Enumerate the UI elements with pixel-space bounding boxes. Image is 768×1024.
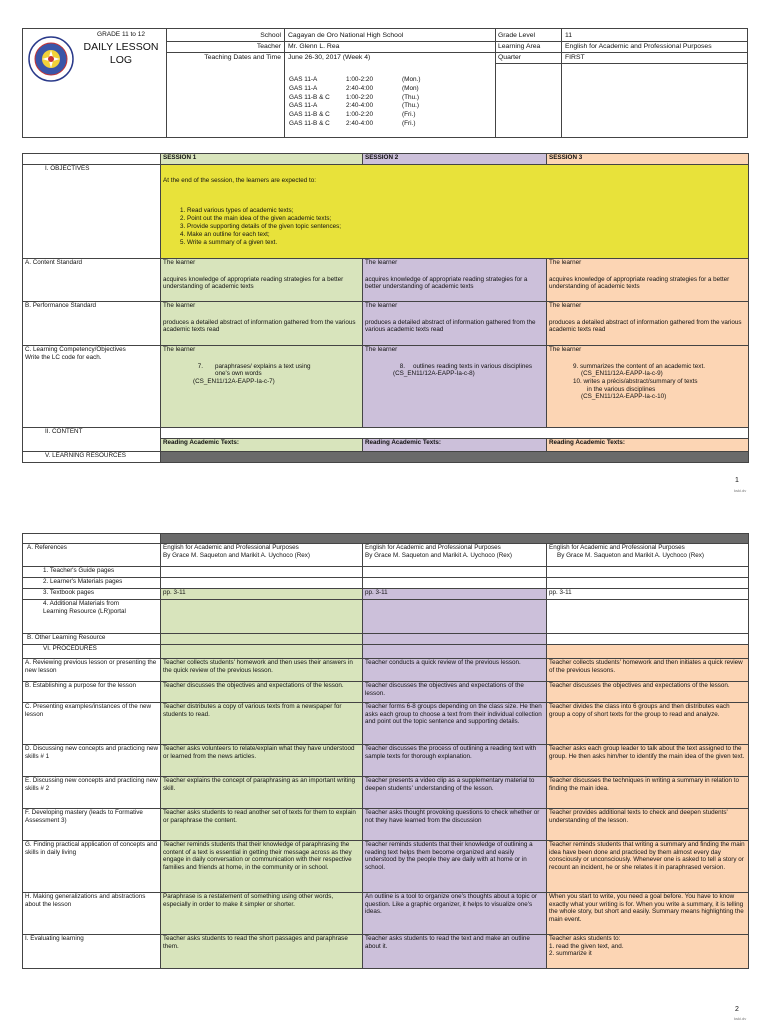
schedule-row: GAS 11-A 1:00-2:20 (Mon.) [289,76,421,83]
ref-s3: English for Academic and Professional Purposes By Grace M. Saqueton and Marikit A. Uychoco (Rex) [547,544,749,567]
lc-label: C. Learning Competency/Objectives Write the LC code for each. [23,346,161,428]
procedures-label: VI. PROCEDURES [23,645,161,659]
blank-cell [23,534,161,544]
row-i-label: I. Evaluating learning [23,935,161,969]
lc-s2: The learner 8. outlines reading texts in various disciplines (CS_EN11/12A-EAPP-Ia-c-8) [363,346,547,428]
row-c-s1: Teacher distributes a copy of various texts from a newspaper for students to read. [161,703,363,745]
row-a-s3: Teacher collects students' homework and then initiates a quick review of the previous lessons. [547,659,749,682]
other-label: B. Other Learning Resource [23,634,161,645]
tb-s2: pp. 3-11 [363,589,547,600]
objectives-list [163,207,746,247]
lc-s3: The learner 9. summarizes the content of an academic text. (CS_EN11/12A-EAPP-Ia-c-9) 10. writes a précis/abstract/summary of texts in the various disciplines (CS_EN11/12A-EAPP-Ia-c-10) [547,346,749,428]
content-s1: Reading Academic Texts: [161,439,363,452]
row-e-s1: Teacher explains the concept of paraphrasing as an important writing skill. [161,777,363,809]
lm-s2 [363,578,547,589]
school-label: School [260,32,281,39]
row-g-s3: Teacher reminds students that writing a summary and finding the main idea have been done and practiced by them almost every day consciously or unconsciously. Whenever one is asked to tell a story or recount an incident, he or she relates it in paraphrased version. [547,841,749,893]
resources-bar [161,452,749,463]
deped-seal-icon [28,36,74,82]
perf-std-s2: The learner produces a detailed abstract of information gathered from the various academic texts read [363,302,547,346]
school-value: Cagayan de Oro National High School [288,32,404,39]
schedule-row: GAS 11-B & C 1:00-2:20 (Fri.) [289,111,416,118]
row-b-s2: Teacher discusses the objectives and expectations of the lesson. [363,682,547,703]
content-std-s3: The learner acquires knowledge of appropriate reading strategies for a better understanding of academic texts [547,259,749,302]
row-i-s2: Teacher asks students to read the text and make an outline about it. [363,935,547,969]
page-footer-2: kski.dv [734,1016,747,1021]
row-g-label: G. Finding practical application of concepts and skills in daily living [23,841,161,893]
session3-header: SESSION 3 [547,154,749,165]
session2-header: SESSION 2 [363,154,547,165]
objective-item: 3. Provide supporting details of the given topic sentences; [187,223,746,231]
tg-label: 1. Teacher's Guide pages [23,567,161,578]
teacher-label: Teacher [256,43,281,50]
row-b-s3: Teacher discusses the objectives and expectations of the lesson. [547,682,749,703]
perf-std-label: B. Performance Standard [23,302,161,346]
objective-item: 4. Make an outline for each text; [187,231,746,239]
lm-s1 [161,578,363,589]
row-c-label: C. Presenting examples/instances of the new lesson [23,703,161,745]
content-std-s1: The learner acquires knowledge of appropriate reading strategies for a better understanding of academic texts [161,259,363,302]
am-label: 4. Additional Materials from Learning Resource (LR)portal [23,600,161,634]
am-s3 [547,600,749,634]
learning-area-value: English for Academic and Professional Purposes [565,43,712,50]
row-d-label: D. Discussing new concepts and practicing new skills # 1 [23,745,161,777]
references-label: A. References [23,544,161,567]
row-c-s2: Teacher forms 6-8 groups depending on the class size. He then asks each group to choose a text from their individual collection and point out the topic sentence and supporting details. [363,703,547,745]
row-c-s3: Teacher divides the class into 6 groups and then distributes each group a copy of short texts for the group to read and analyze. [547,703,749,745]
page1-table [22,153,749,463]
row-b-s1: Teacher discusses the objectives and expectations of the lesson. [161,682,363,703]
learning-area-label: Learning Area [498,43,541,50]
schedule-row: GAS 11-B & C 2:40-4:00 (Fri.) [289,119,416,127]
schedule-list [289,76,420,129]
row-g-s2: Teacher reminds students that their knowledge of outlining a reading text helps them become organized and easily understood by the people they are daily with at home or in school. [363,841,547,893]
row-a-label: A. Reviewing previous lesson or presenting the new lesson [23,659,161,682]
page2-table [22,533,749,969]
row-e-s3: Teacher discusses the techniques in writing a summary in relation to finding the main idea. [547,777,749,809]
dates-value: June 26-30, 2017 (Week 4) [288,54,371,61]
page-footer-1: kski.dv [734,488,747,493]
tg-s2 [363,567,547,578]
objectives-intro: At the end of the session, the learners are expected to: [163,177,316,184]
other-s3 [547,634,749,645]
other-s1 [161,634,363,645]
row-e-s2: Teacher presents a video clip as a supplementary material to deepen students' understanding of the lesson. [363,777,547,809]
row-f-s2: Teacher asks thought provoking questions to check whether or not they have learned from the discussion [363,809,547,841]
perf-std-s1: The learner produces a detailed abstract of information gathered from the various academic texts read [161,302,363,346]
row-b-label: B. Establishing a purpose for the lesson [23,682,161,703]
objectives-label: I. OBJECTIVES [23,165,161,259]
top-bar [161,534,749,544]
grade-range: GRADE 11 to 12 [97,31,145,38]
row-e-label: E. Discussing new concepts and practicing new skills # 2 [23,777,161,809]
row-d-s3: Teacher asks each group leader to talk about the text assigned to the group. He then asks him/her to identify the main idea of the given text. [547,745,749,777]
proc-s2 [363,645,547,659]
proc-s3 [547,645,749,659]
row-g-s1: Teacher reminds students that their knowledge of paraphrasing the content of a text is essential in getting their message across as they engage in daily conversation or communication with their respective families and friends at home, in the community or in school. [161,841,363,893]
content-blank [161,428,749,439]
row-f-s1: Teacher asks students to read another set of texts for them to explain or paraphrase the content. [161,809,363,841]
title-line-1: DAILY LESSON [83,41,159,53]
lm-s3 [547,578,749,589]
row-d-s1: Teacher asks volunteers to relate/explain what they have understood or learned from the news articles. [161,745,363,777]
page-number-1: 1 [735,477,739,484]
teacher-value: Mr. Glenn L. Rea [288,43,340,50]
page-title [80,41,162,67]
blank-cell [23,154,161,165]
quarter-value: FIRST [565,54,585,61]
row-h-s3: When you start to write, you need a goal before. You have to know exactly what your writing is for. When you write a summary, it is telling the whole story, but short and easily. Summary means highlighting the main event. [547,893,749,935]
ref-s2: English for Academic and Professional Purposes By Grace M. Saqueton and Marikit A. Uychoco (Rex) [363,544,547,567]
am-s2 [363,600,547,634]
content-s2: Reading Academic Texts: [363,439,547,452]
objective-item: 1. Read various types of academic texts; [187,207,746,215]
schedule-row: GAS 11-A 2:40-4:00 (Mon) [289,84,419,92]
row-a-s1: Teacher collects students' homework and then uses their answers in the quick review of the previous lesson. [161,659,363,682]
dates-label: Teaching Dates and Time [204,54,281,61]
title-line-2: LOG [109,54,133,66]
tg-s1 [161,567,363,578]
row-f-s3: Teacher provides additional texts to check and deepen students' understanding of the lesson. [547,809,749,841]
am-s1 [161,600,363,634]
session1-header: SESSION 1 [161,154,363,165]
row-i-s3: Teacher asks students to: 1. read the given text, and. 2. summarize it [547,935,749,969]
quarter-label: Quarter [498,54,522,61]
tb-label: 3. Textbook pages [23,589,161,600]
row-h-s1: Paraphrase is a restatement of something using other words, especially in order to make it simpler or shorter. [161,893,363,935]
content-std-s2: The learner acquires knowledge of appropriate reading strategies for a better understanding of academic texts [363,259,547,302]
page-number-2: 2 [735,1006,739,1013]
row-h-s2: An outline is a tool to organize one's thoughts about a topic or question. Like a graphic organizer, it helps to visualize one's ideas. [363,893,547,935]
proc-s1 [161,645,363,659]
ref-s1: English for Academic and Professional Purposes By Grace M. Saqueton and Marikit A. Uychoco (Rex) [161,544,363,567]
row-f-label: F. Developing mastery (leads to Formative Assessment 3) [23,809,161,841]
grade-level-label: Grade Level [498,32,536,39]
schedule-row: GAS 11-A 2:40-4:00 (Thu.) [289,102,420,110]
resources-label: V. LEARNING RESOURCES [23,452,161,463]
other-s2 [363,634,547,645]
row-d-s2: Teacher discusses the process of outlining a reading text with sample texts for thorough explanation. [363,745,547,777]
objective-item: 2. Point out the main idea of the given academic texts; [187,215,746,223]
row-h-label: H. Making generalizations and abstractions about the lesson [23,893,161,935]
content-std-label: A. Content Standard [23,259,161,302]
tg-s3 [547,567,749,578]
content-label: II. CONTENT [23,428,161,452]
schedule-row: GAS 11-B & C 1:00-2:20 (Thu.) [289,93,420,101]
tb-s1: pp. 3-11 [161,589,363,600]
objectives-cell [161,165,749,259]
perf-std-s3: The learner produces a detailed abstract of information gathered from the various academic texts read [547,302,749,346]
content-s3: Reading Academic Texts: [547,439,749,452]
lm-label: 2. Learner's Materials pages [23,578,161,589]
objective-item: 5. Write a summary of a given text. [187,239,746,247]
lc-s1: The learner 7. paraphrases/ explains a text using one's own words (CS_EN11/12A-EAPP-Ia-c-7) [161,346,363,428]
row-a-s2: Teacher conducts a quick review of the previous lesson. [363,659,547,682]
row-i-s1: Teacher asks students to read the short passages and paraphrase them. [161,935,363,969]
grade-level-value: 11 [565,32,573,39]
tb-s3: pp. 3-11 [547,589,749,600]
